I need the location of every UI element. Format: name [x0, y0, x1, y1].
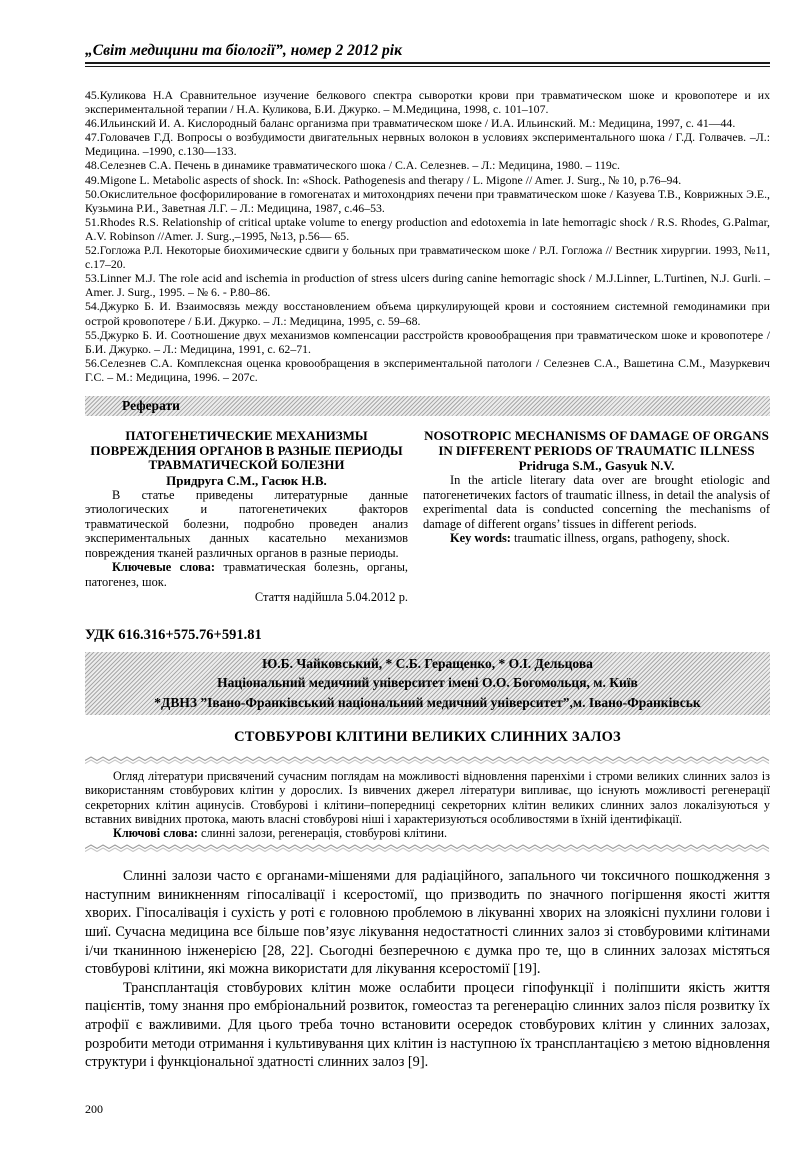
referaty-section-banner [85, 396, 770, 416]
article-affiliation-1: Національний медичний університет імені О.О. Богомольця, м. Київ [217, 675, 638, 691]
abstract-authors-en: Pridruga S.M., Gasyuk N.V. [518, 458, 675, 474]
udc-code: УДК 616.316+575.76+591.81 [85, 626, 262, 643]
reference-item: 47.Головачев Г.Д. Вопросы о возбудимости двигательных нервных волокон в условиях экспериментального шока / Г.Д. Голвачев. –Л.: Медицина. –1990, с.130—133. [85, 130, 770, 159]
reference-item: 49.Migone L. Metabolic aspects of shock. In: «Shock. Pathogenesis and therapy / L. Migone // Amer. J. Surg., № 10, p.76–94. [85, 172, 682, 187]
abstract-keywords-en [423, 531, 770, 546]
received-date: Стаття надійшла 5.04.2012 р. [254, 590, 408, 605]
keywords-label-ru: Ключевые слова: [112, 560, 215, 575]
abstract-body-en: In the article literary data over are brought etiologic and патогенетичеких factors of traumatic illness, in detail the analysis of experimental data is conducted concerning the mechanisms of damage of different organs’ tissues in different periods. [423, 473, 770, 531]
article-authors: Ю.Б. Чайковський, * С.Б. Геращенко, * О.І. Дельцова [262, 655, 593, 671]
journal-title: „Світ медицини та біології”, номер 2 2012 рік [85, 42, 402, 59]
zigzag-divider-bottom [85, 843, 770, 853]
abstract-russian [85, 429, 408, 605]
reference-item: 55.Джурко Б. И. Соотношение двух механизмов компенсации расстройств кровообращения при травматическом шоке и кровопотере / Б.И. Джурко. – Л.: Медицина, 1991, с. 62–71. [85, 327, 770, 356]
referaty-label: Реферати [122, 397, 180, 413]
abstract-keywords-ru [85, 560, 408, 589]
article-title: СТОВБУРОВІ КЛІТИНИ ВЕЛИКИХ СЛИННИХ ЗАЛОЗ [234, 729, 621, 746]
reference-item: 52.Гогложа Р.Л. Некоторые биохимические сдвиги у больных при травматическом шоке / Р.Л. Гогложа // Вестник хирургии. 1993, №11, с.17–20. [85, 243, 770, 272]
article-keywords-text: слинні залози, регенерація, стовбурові клітини. [201, 826, 448, 841]
reference-item: 56.Селезнев С.А. Комплексная оценка кровообращения в экспериментальной патологи / Селезнев С.А., Вашетина С.М., Мазуркевич Г.С. – М.: Медицина, 1996. – 207с. [85, 355, 770, 384]
article-keywords-label: Ключові слова: [113, 826, 198, 841]
abstract-title-ru: ПАТОГЕНЕТИЧЕСКИЕ МЕХАНИЗМЫ ПОВРЕЖДЕНИЯ ОРГАНОВ В РАЗНЫЕ ПЕРИОДЫ ТРАВМАТИЧЕСКОЙ БОЛЕЗНИ [90, 427, 403, 473]
header-divider [85, 62, 770, 67]
reference-item: 48.Селезнев С.А. Печень в динамике травматического шока / С.А. Селезнев. – Л.: Медицина, 1980. – 119с. [85, 158, 620, 173]
keywords-text-en: traumatic illness, organs, pathogeny, shock. [514, 531, 730, 546]
article-abstract: Огляд літератури присвячений сучасним поглядам на можливості відновлення паренхіми і строми великих слинних залоз із використанням стовбурових клітин у дорослих. Із вивчених джерел літератури випливає, що існують можливості регенерації секреторних клітин ацинусів. Стовбурові і клітини–попередниці секреторних клітин великих слинних залоз локалізуються у вставних вивідних протока, мають власні стовбурові ніші і характеризуються особливостями в їхній ідентифікації. [85, 769, 770, 826]
reference-item: 45.Куликова Н.А Сравнительное изучение белкового спектра сыворотки крови при травматическом шоке и кровопотере и их экспериментальной терапии / Н.А. Куликова, Б.И. Джурко. – М.Медицина, 1998, с. 101–107. [85, 88, 770, 117]
abstract-body-ru: В статье приведены литературные данные этиологических и патогенетичеких факторов травматической болезни, подробно проведен анализ экспериментальных данных касательно механизмов повреждения тканей различных органов в разные периоды. [85, 487, 408, 560]
abstract-english [423, 429, 770, 605]
reference-item: 46.Ильинский И. А. Кислородный баланс организма при травматическом шоке / И.А. Ильинский. М.: Медицина, 1997, с. 41—44. [85, 116, 736, 131]
zigzag-divider-top [85, 755, 770, 765]
article-authors-banner [85, 652, 770, 716]
journal-page [0, 42, 800, 1072]
body-paragraph: Слинні залози часто є органами-мішенями для радіаційного, запального чи токсичного пошкодження з наступним виникненням гіпосалівації і ксеростомії, що призводить по значного погіршення якості життя хворих. Гіпосалівація і сухість у роті є головною проблемою в лікуванні хворих на злоякісні пухлини голови і шиї. Сучасна медицина все більше пов’язує лікування недостатності слинних залоз зі стовбуровими клітинами і/чи тканинною інженерією [28, 22]. Сьогодні безперечною є думка про те, що в слинних залозах містяться стовбурові клітини, які можна використати для лікування ксеростомії [19]. [85, 868, 770, 978]
abstract-title-en: NOSOTROPIC MECHANISMS OF DAMAGE OF ORGANS IN DIFFERENT PERIODS OF TRAUMATIC ILLNESS [424, 427, 769, 458]
reference-list [85, 88, 770, 384]
reference-item: 54.Джурко Б. И. Взаимосвязь между восстановлением объема циркулирующей крови и состоянием системной гемодинамики при острой кровопотере / Б.И. Джурко. – Л.: Медицина, 1995, с. 59–68. [85, 299, 770, 328]
keywords-label-en: Key words: [450, 531, 511, 546]
page-number: 200 [85, 1102, 103, 1116]
article-keywords [85, 826, 770, 840]
abstract-authors-ru: Придруга С.М., Гасюк Н.В. [166, 472, 327, 488]
keywords-text-ru: травматическая болезнь, органы, патогенез, шок. [85, 560, 408, 589]
article-affiliation-2: *ДВНЗ ”Івано-Франківський національний медичний університет”,м. Івано-Франківськ [154, 694, 701, 710]
reference-item: 51.Rhodes R.S. Relationship of critical uptake volume to energy production and edotoxemia in late hemorragic shock / R.S. Rhodes, G.Palmar, A.V. Robinson //Amer. J. Surg.,–1995, №13, p.56— 65. [85, 214, 770, 243]
reference-item: 50.Окислительное фосфорилирование в гомогенатах и митохондриях печени при травматическом шоке / Казуева Т.В., Коврижных Э.Е., Кузьмина Р.И., Заветная Л.Г. – Л.: Медицина, 1987, с.46–53. [85, 186, 770, 215]
abstracts-two-column [85, 429, 770, 605]
body-paragraph: Трансплантація стовбурових клітин може ослабити процеси гіпофункції і поліпшити якість життя пацієнтів, тому знання про ембріональний розвиток, гомеостаз та регенерацію слинних залоз після розвитку їх атрофії є важливими. Для цього треба точно встановити осередок стовбурових клітин у слинних залозах, розробити методи отримання і культивування цих клітин із наступною їх трансплантацією з метою відновлення структури і функціональної здатності слинних залоз [9]. [85, 979, 770, 1071]
article-body [85, 867, 770, 1072]
reference-item: 53.Linner M.J. The role acid and ischemia in production of stress ulcers during canine hemorragic shock / M.J.Linner, L.Turtinen, N.J. Gurli. – Amer. J. Surg., 1995. – № 6. - P.80–86. [85, 271, 770, 300]
